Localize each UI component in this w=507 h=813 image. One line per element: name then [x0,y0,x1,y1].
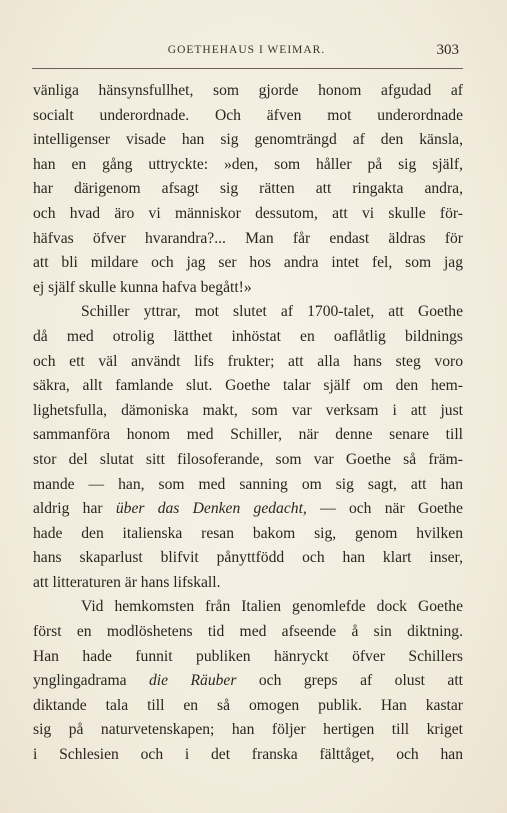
text-line: hade den italienska resan bakom sig, genom hvilken [33,524,463,542]
text-line [33,497,463,522]
running-head: GOETHEHAUS I WEIMAR. [167,44,326,56]
page-number: 303 [436,42,459,58]
text-segment: och greps af olust att [236,672,463,690]
text-line: säkra, allt famlande slut. Goethe talar själf om den hem- [33,377,463,395]
text-line: Han hade funnit publiken hänryckt öfver Schillers [33,647,463,665]
text-line: i Schlesien och i det franska fälttåget, och han [33,746,463,764]
text-line: Vid hemkomsten från Italien genomlefde dock Goethe [81,598,463,616]
header-rule [32,68,463,69]
text-line: han en gång uttryckte: »den, som håller på sig själf, [33,155,463,173]
text-line: att bli mildare och jag ser hos andra intet fel, som jag [33,254,463,272]
text-segment: ynglingadrama [33,672,149,690]
text-line: sig på naturvetenskapen; han följer hertigen till kriget [33,721,463,739]
text-line: har därigenom afsagt sig rätten att ringakta andra, [33,180,463,198]
text-segment: — och när Goethe [306,500,463,518]
text-line: ej själf skulle kunna hafva begått!» [33,278,252,296]
text-line: hans skaparlust blifvit pånyttfödd och han klart inser, [33,549,463,567]
text-line: häfvas öfver hvarandra?... Man får endast äldras för [33,229,463,247]
text-line: mande — han, som med sanning om sig sagt, att han [33,475,463,493]
text-line: och hvad äro vi människor dessutom, att vi skulle för- [33,204,463,222]
text-line: stor del slutat sitt filosoferande, som var Goethe så främ- [33,450,463,468]
text-line: intelligenser visade han sig genomträngd af den känsla, [33,131,463,149]
text-line: Schiller yttrar, mot slutet af 1700-talet, att Goethe [81,303,463,321]
text-line: vänliga hänsynsfullhet, som gjorde honom afgudad af [33,82,463,99]
text-line: lighetsfulla, dämoniska makt, som var verksam i att just [33,401,463,419]
italic-phrase: über das Denken gedacht, [115,500,307,518]
text-line: sammanföra honom med Schiller, när denne senare till [33,426,463,444]
text-segment: aldrig har [33,500,116,518]
text-line [33,669,463,694]
body-text [33,79,463,768]
text-line: socialt underordnade. Och äfven mot underordnade [33,106,463,124]
text-line: diktande tala till en så omogen publik. Han kastar [33,696,463,714]
text-line: att litteraturen är hans lifskall. [33,573,221,591]
text-line: först en modlöshetens tid med afseende å sin diktning. [33,623,463,641]
text-line: och ett väl användt lifs frukter; att alla hans steg voro [33,352,463,370]
italic-phrase: die Räuber [149,672,237,690]
text-line: då med otrolig lätthet inhöstat en oaflåtlig bildnings [33,327,463,345]
page-header [34,44,459,64]
